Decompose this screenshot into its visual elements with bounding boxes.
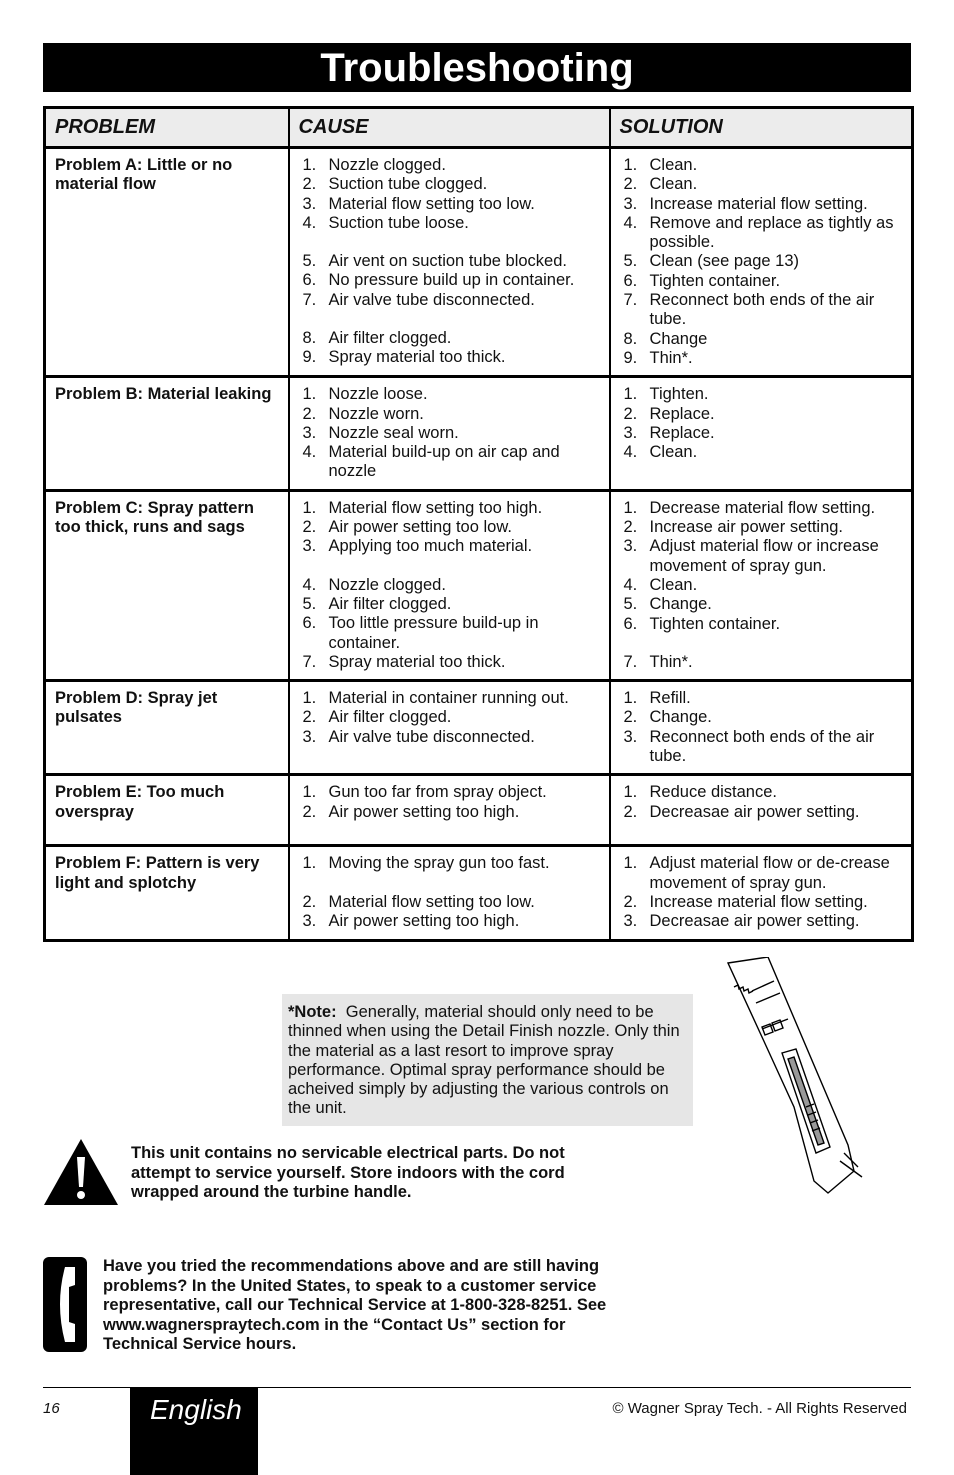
item-text: Air power setting too high.	[328, 911, 520, 930]
item-number: 4.	[623, 213, 638, 232]
item-number: 2.	[623, 802, 638, 821]
item-number: 7.	[623, 652, 638, 671]
item-text: Nozzle loose.	[328, 385, 428, 404]
solution-cell	[610, 490, 913, 680]
cause-cell	[289, 490, 610, 680]
copyright-text: © Wagner Spray Tech. - All Rights Reserved	[612, 1400, 907, 1417]
item-number: 1.	[302, 498, 317, 517]
item-text: Nozzle clogged.	[328, 575, 446, 594]
item-text: Change	[649, 329, 708, 348]
item-number: 3.	[302, 423, 317, 442]
list-item	[299, 653, 600, 672]
item-text: Replace.	[649, 423, 715, 442]
solution-list	[620, 499, 903, 672]
electrical-warning-text: This unit contains no servicable electrical parts. Do not attempt to service yourself. Store indoors with the cord wrapped around the turbine handle.	[131, 1144, 565, 1201]
list-item	[620, 615, 903, 634]
list-spacer	[620, 634, 903, 653]
list-item	[620, 653, 903, 672]
list-spacer	[299, 233, 600, 252]
item-text: Decreasae air power setting.	[649, 802, 860, 821]
solution-list	[620, 385, 903, 462]
list-item	[299, 537, 600, 556]
item-number: 1.	[302, 854, 317, 873]
list-item	[620, 195, 903, 214]
item-text: Clean (see page 13)	[649, 252, 800, 271]
item-text: Material build-up on air cap and nozzle	[328, 443, 560, 481]
item-text: Air filter clogged.	[328, 708, 452, 727]
table-row	[45, 377, 913, 490]
item-text: Nozzle worn.	[328, 404, 424, 423]
header-problem: PROBLEM	[45, 108, 289, 148]
item-text: Adjust material flow or de-crease movement of spray gun.	[649, 854, 890, 892]
item-number: 6.	[623, 614, 638, 633]
item-text: Spray material too thick.	[328, 652, 506, 671]
table-row	[45, 775, 913, 846]
item-number: 4.	[623, 575, 638, 594]
cause-list	[299, 783, 600, 822]
item-number: 4.	[302, 213, 317, 232]
list-item	[299, 499, 600, 518]
item-number: 5.	[302, 594, 317, 613]
table-row	[45, 148, 913, 377]
item-text: Air filter clogged.	[328, 594, 452, 613]
item-text: Change.	[649, 708, 712, 727]
item-number: 8.	[623, 329, 638, 348]
item-text: Air filter clogged.	[328, 329, 452, 348]
table-row	[45, 846, 913, 940]
solution-list	[620, 783, 903, 822]
troubleshooting-table	[43, 106, 914, 942]
list-item	[620, 272, 903, 291]
list-item	[620, 214, 903, 253]
list-item	[299, 576, 600, 595]
item-number: 9.	[302, 348, 317, 367]
item-text: Material in container running out.	[328, 689, 569, 708]
item-number: 2.	[302, 708, 317, 727]
item-text: Air power setting too high.	[328, 802, 520, 821]
list-item	[620, 424, 903, 443]
item-number: 1.	[302, 156, 317, 174]
item-number: 3.	[302, 194, 317, 213]
item-number: 2.	[623, 708, 638, 727]
warning-exclamation-icon	[43, 1137, 119, 1207]
note-label: *Note:	[288, 1003, 337, 1021]
item-text: Increase material flow setting.	[649, 892, 868, 911]
cause-cell	[289, 775, 610, 846]
item-number: 2.	[302, 892, 317, 911]
cause-list	[299, 689, 600, 747]
list-item	[299, 854, 600, 873]
list-item	[620, 291, 903, 330]
item-number: 1.	[302, 385, 317, 404]
item-text: Remove and replace as tightly as possible.	[649, 213, 894, 252]
item-number: 1.	[302, 783, 317, 802]
list-item	[299, 175, 600, 194]
item-text: Reconnect both ends of the air tube.	[649, 291, 875, 329]
list-item	[299, 518, 600, 537]
item-number: 1.	[623, 783, 638, 802]
item-number: 2.	[623, 404, 638, 423]
cause-list	[299, 854, 600, 931]
solution-cell	[610, 681, 913, 775]
list-item	[620, 537, 903, 576]
problem-cell: Problem C: Spray pattern too thick, runs and sags	[45, 490, 289, 680]
item-text: Gun too far from spray object.	[328, 783, 547, 802]
item-number: 9.	[623, 348, 638, 367]
item-number: 2.	[302, 404, 317, 423]
list-item	[299, 783, 600, 802]
cause-list	[299, 499, 600, 672]
item-number: 3.	[302, 911, 317, 930]
item-number: 6.	[623, 271, 638, 290]
list-item	[620, 595, 903, 614]
problem-cell: Problem E: Too much overspray	[45, 775, 289, 846]
item-number: 2.	[302, 802, 317, 821]
list-item	[620, 518, 903, 537]
item-text: Reduce distance.	[649, 783, 777, 802]
item-text: Decreasae air power setting.	[649, 912, 860, 931]
table-header-row	[45, 108, 913, 148]
header-cause: CAUSE	[289, 108, 610, 148]
item-text: No pressure build up in container.	[328, 271, 575, 290]
item-text: Decrease material flow setting.	[649, 498, 876, 517]
list-item	[620, 576, 903, 595]
item-text: Suction tube loose.	[328, 213, 469, 232]
list-item	[299, 348, 600, 367]
page-number: 16	[43, 1400, 60, 1417]
item-number: 1.	[623, 854, 638, 873]
solution-cell	[610, 377, 913, 490]
item-number: 1.	[623, 385, 638, 404]
list-item	[299, 195, 600, 214]
item-text: Change.	[649, 595, 712, 614]
list-item	[620, 385, 903, 404]
language-tab: English	[130, 1388, 258, 1475]
list-item	[299, 595, 600, 614]
item-number: 1.	[302, 689, 317, 708]
item-text: Material flow setting too high.	[328, 498, 543, 517]
cause-list	[299, 156, 600, 368]
list-spacer	[299, 557, 600, 576]
item-text: Air power setting too low.	[328, 518, 512, 537]
list-item	[299, 912, 600, 931]
item-number: 7.	[623, 291, 638, 310]
list-item	[620, 499, 903, 518]
item-number: 3.	[623, 537, 638, 556]
cause-cell	[289, 377, 610, 490]
list-item	[299, 728, 600, 747]
cause-cell	[289, 846, 610, 940]
item-text: Clean.	[649, 443, 698, 462]
item-text: Tighten container.	[649, 271, 781, 290]
item-number: 2.	[623, 892, 638, 911]
item-text: Air valve tube disconnected.	[328, 290, 535, 309]
item-number: 2.	[302, 518, 317, 537]
item-text: Nozzle clogged.	[328, 156, 446, 174]
item-number: 3.	[302, 537, 317, 556]
list-item	[299, 156, 600, 175]
list-item	[299, 329, 600, 348]
item-number: 7.	[302, 290, 317, 309]
item-text: Clean.	[649, 156, 698, 174]
item-number: 8.	[302, 329, 317, 348]
list-item	[299, 291, 600, 310]
item-text: Material flow setting too low.	[328, 892, 535, 911]
list-item	[620, 349, 903, 368]
list-item	[299, 424, 600, 443]
list-item	[299, 385, 600, 404]
item-text: Thin*.	[649, 652, 693, 671]
item-number: 3.	[623, 423, 638, 442]
item-text: Suction tube clogged.	[328, 175, 488, 194]
item-text: Clean.	[649, 575, 698, 594]
list-item	[299, 689, 600, 708]
telephone-handset-icon	[43, 1257, 87, 1352]
item-number: 3.	[623, 194, 638, 213]
customer-service-text: Have you tried the recommendations above and are still having problems? In the United States, to speak to a customer service representative, call our Technical Service at 1-800-328-8251. See www.wagnerspraytech.com in the “Contact Us” section for Technical Service hours.	[103, 1257, 607, 1353]
item-text: Replace.	[649, 404, 715, 423]
item-number: 5.	[623, 252, 638, 271]
problem-cell: Problem A: Little or no material flow	[45, 148, 289, 377]
list-item	[299, 614, 600, 653]
list-spacer	[299, 310, 600, 329]
item-number: 5.	[623, 595, 638, 614]
item-text: Thin*.	[649, 348, 693, 367]
table-row	[45, 490, 913, 680]
item-number: 2.	[623, 175, 638, 194]
item-number: 7.	[302, 652, 317, 671]
problem-cell: Problem B: Material leaking	[45, 377, 289, 490]
item-number: 6.	[302, 614, 317, 633]
note-text: Generally, material should only need to be thinned when using the Detail Finish nozzle. Only thin the material as a last resort to improve spray performance. Optimal spray performance should be acheived simply by adjusting the various controls on the unit.	[288, 1003, 680, 1118]
list-item	[620, 405, 903, 424]
item-text: Material flow setting too low.	[328, 194, 535, 213]
item-number: 4.	[623, 443, 638, 462]
thinning-note	[282, 994, 693, 1126]
solution-list	[620, 689, 903, 766]
item-text: Spray material too thick.	[328, 348, 506, 367]
item-text: Too little pressure build-up in container.	[328, 614, 539, 652]
item-text: Air valve tube disconnected.	[328, 727, 535, 746]
item-text: Increase air power setting.	[649, 518, 844, 537]
item-text: Applying too much material.	[328, 537, 533, 556]
list-item	[620, 854, 903, 893]
list-item	[620, 803, 903, 822]
item-text: Increase material flow setting.	[649, 194, 868, 213]
problem-cell: Problem F: Pattern is very light and splotchy	[45, 846, 289, 940]
list-item	[620, 893, 903, 912]
list-item	[620, 708, 903, 727]
item-number: 3.	[623, 727, 638, 746]
item-text: Tighten.	[649, 385, 709, 404]
item-number: 1.	[623, 498, 638, 517]
list-item	[299, 214, 600, 233]
list-item	[620, 156, 903, 175]
item-number: 4.	[302, 443, 317, 462]
item-text: Nozzle seal worn.	[328, 423, 459, 442]
spray-gun-nozzle-illustration	[722, 957, 872, 1197]
list-item	[620, 443, 903, 462]
list-item	[620, 728, 903, 767]
list-item	[620, 689, 903, 708]
item-number: 1.	[623, 689, 638, 708]
solution-list	[620, 156, 903, 368]
problem-cell: Problem D: Spray jet pulsates	[45, 681, 289, 775]
item-number: 2.	[302, 175, 317, 194]
item-text: Reconnect both ends of the air tube.	[649, 727, 875, 766]
item-text: Air vent on suction tube blocked.	[328, 252, 567, 271]
item-number: 3.	[302, 727, 317, 746]
table-row	[45, 681, 913, 775]
item-text: Adjust material flow or increase movement of spray gun.	[649, 537, 879, 575]
solution-list	[620, 854, 903, 931]
list-item	[620, 252, 903, 271]
cause-cell	[289, 681, 610, 775]
header-solution: SOLUTION	[610, 108, 913, 148]
list-item	[620, 330, 903, 349]
item-number: 3.	[623, 912, 638, 931]
item-text: Tighten container.	[649, 614, 781, 633]
item-number: 2.	[623, 518, 638, 537]
solution-cell	[610, 148, 913, 377]
item-text: Moving the spray gun too fast.	[328, 854, 550, 873]
list-item	[299, 708, 600, 727]
list-item	[299, 271, 600, 290]
solution-cell	[610, 775, 913, 846]
list-item	[620, 783, 903, 802]
solution-cell	[610, 846, 913, 940]
item-text: Refill.	[649, 689, 691, 708]
item-number: 4.	[302, 575, 317, 594]
item-text: Clean.	[649, 175, 698, 194]
list-item	[299, 443, 600, 482]
list-spacer	[299, 874, 600, 893]
list-item	[299, 803, 600, 822]
item-number: 6.	[302, 271, 317, 290]
item-number: 5.	[302, 252, 317, 271]
item-number: 1.	[623, 156, 638, 174]
list-item	[299, 252, 600, 271]
list-item	[299, 893, 600, 912]
list-item	[620, 175, 903, 194]
list-item	[620, 912, 903, 931]
cause-cell	[289, 148, 610, 377]
cause-list	[299, 385, 600, 481]
list-item	[299, 405, 600, 424]
page-title: Troubleshooting	[43, 43, 911, 92]
